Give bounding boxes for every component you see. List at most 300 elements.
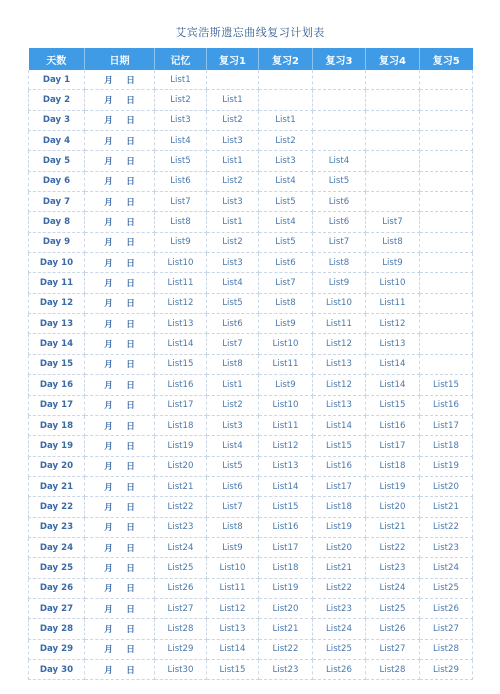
review-2-cell: List5 xyxy=(259,192,313,212)
memorize-cell: List14 xyxy=(155,334,207,354)
table-row xyxy=(29,436,473,456)
review-5-cell: List22 xyxy=(420,517,473,537)
date-cell xyxy=(85,375,155,395)
day-label: 日 xyxy=(126,624,135,635)
date-cell xyxy=(85,517,155,537)
month-label: 月 xyxy=(104,96,113,107)
review-4-cell: List17 xyxy=(366,436,420,456)
day-cell: Day 1 xyxy=(29,70,85,90)
date-cell xyxy=(85,395,155,415)
memorize-cell: List15 xyxy=(155,354,207,374)
table-row xyxy=(29,415,473,435)
month-label: 月 xyxy=(104,157,113,168)
day-label: 日 xyxy=(126,441,135,452)
month-label: 月 xyxy=(104,258,113,269)
date-cell xyxy=(85,232,155,252)
review-2-cell: List16 xyxy=(259,517,313,537)
memorize-cell: List12 xyxy=(155,293,207,313)
review-2-cell: List7 xyxy=(259,273,313,293)
day-label: 日 xyxy=(126,238,135,249)
month-label: 月 xyxy=(104,421,113,432)
review-4-cell: List27 xyxy=(366,639,420,659)
day-label: 日 xyxy=(126,360,135,371)
day-cell: Day 10 xyxy=(29,253,85,273)
review-3-cell: List21 xyxy=(313,558,366,578)
review-5-cell xyxy=(420,171,473,191)
review-1-cell: List11 xyxy=(207,578,259,598)
memorize-cell: List19 xyxy=(155,436,207,456)
day-label: 日 xyxy=(126,299,135,310)
month-label: 月 xyxy=(104,136,113,147)
header-review-5: 复习5 xyxy=(420,48,473,70)
review-5-cell: List16 xyxy=(420,395,473,415)
date-cell xyxy=(85,110,155,130)
review-3-cell: List26 xyxy=(313,659,366,679)
month-label: 月 xyxy=(104,401,113,412)
memorize-cell: List4 xyxy=(155,131,207,151)
review-1-cell: List3 xyxy=(207,192,259,212)
review-5-cell: List15 xyxy=(420,375,473,395)
date-cell xyxy=(85,537,155,557)
day-cell: Day 23 xyxy=(29,517,85,537)
memorize-cell: List6 xyxy=(155,171,207,191)
day-cell: Day 27 xyxy=(29,598,85,618)
review-4-cell: List12 xyxy=(366,314,420,334)
day-cell: Day 14 xyxy=(29,334,85,354)
month-label: 月 xyxy=(104,299,113,310)
review-5-cell xyxy=(420,314,473,334)
memorize-cell: List18 xyxy=(155,415,207,435)
month-label: 月 xyxy=(104,665,113,676)
month-label: 月 xyxy=(104,502,113,513)
review-4-cell: List14 xyxy=(366,354,420,374)
review-5-cell: List25 xyxy=(420,578,473,598)
review-4-cell xyxy=(366,171,420,191)
review-3-cell: List13 xyxy=(313,395,366,415)
review-4-cell: List16 xyxy=(366,415,420,435)
day-label: 日 xyxy=(126,523,135,534)
day-cell: Day 26 xyxy=(29,578,85,598)
month-label: 月 xyxy=(104,604,113,615)
day-label: 日 xyxy=(126,96,135,107)
header-date: 日期 xyxy=(85,48,155,70)
month-label: 月 xyxy=(104,523,113,534)
review-4-cell: List19 xyxy=(366,476,420,496)
memorize-cell: List30 xyxy=(155,659,207,679)
day-cell: Day 12 xyxy=(29,293,85,313)
header-review-3: 复习3 xyxy=(313,48,366,70)
review-4-cell: List22 xyxy=(366,537,420,557)
day-cell: Day 4 xyxy=(29,131,85,151)
day-label: 日 xyxy=(126,157,135,168)
day-cell: Day 5 xyxy=(29,151,85,171)
date-cell xyxy=(85,212,155,232)
review-schedule-table xyxy=(28,48,473,680)
review-1-cell xyxy=(207,70,259,90)
day-label: 日 xyxy=(126,401,135,412)
review-2-cell: List11 xyxy=(259,354,313,374)
review-1-cell: List4 xyxy=(207,436,259,456)
review-1-cell: List8 xyxy=(207,517,259,537)
header-review-2: 复习2 xyxy=(259,48,313,70)
review-4-cell: List24 xyxy=(366,578,420,598)
review-4-cell xyxy=(366,90,420,110)
review-5-cell: List21 xyxy=(420,497,473,517)
month-label: 月 xyxy=(104,380,113,391)
review-4-cell: List21 xyxy=(366,517,420,537)
date-cell xyxy=(85,334,155,354)
day-label: 日 xyxy=(126,543,135,554)
review-2-cell: List9 xyxy=(259,375,313,395)
day-cell: Day 18 xyxy=(29,415,85,435)
day-cell: Day 16 xyxy=(29,375,85,395)
review-3-cell: List24 xyxy=(313,619,366,639)
review-1-cell: List15 xyxy=(207,659,259,679)
review-1-cell: List10 xyxy=(207,558,259,578)
review-5-cell xyxy=(420,232,473,252)
month-label: 月 xyxy=(104,340,113,351)
review-1-cell: List7 xyxy=(207,334,259,354)
day-cell: Day 28 xyxy=(29,619,85,639)
day-cell: Day 2 xyxy=(29,90,85,110)
month-label: 月 xyxy=(104,218,113,229)
table-row xyxy=(29,456,473,476)
review-3-cell: List10 xyxy=(313,293,366,313)
day-label: 日 xyxy=(126,584,135,595)
review-4-cell: List18 xyxy=(366,456,420,476)
day-cell: Day 25 xyxy=(29,558,85,578)
header-review-1: 复习1 xyxy=(207,48,259,70)
day-label: 日 xyxy=(126,136,135,147)
month-label: 月 xyxy=(104,279,113,290)
review-4-cell: List10 xyxy=(366,273,420,293)
memorize-cell: List24 xyxy=(155,537,207,557)
review-5-cell xyxy=(420,151,473,171)
review-4-cell: List26 xyxy=(366,619,420,639)
memorize-cell: List26 xyxy=(155,578,207,598)
month-label: 月 xyxy=(104,441,113,452)
day-cell: Day 22 xyxy=(29,497,85,517)
review-2-cell: List23 xyxy=(259,659,313,679)
memorize-cell: List25 xyxy=(155,558,207,578)
review-3-cell: List16 xyxy=(313,456,366,476)
table-row xyxy=(29,598,473,618)
review-2-cell: List11 xyxy=(259,415,313,435)
memorize-cell: List2 xyxy=(155,90,207,110)
memorize-cell: List16 xyxy=(155,375,207,395)
review-5-cell: List19 xyxy=(420,456,473,476)
month-label: 月 xyxy=(104,482,113,493)
review-3-cell: List19 xyxy=(313,517,366,537)
table-row xyxy=(29,293,473,313)
review-4-cell xyxy=(366,151,420,171)
review-4-cell: List25 xyxy=(366,598,420,618)
date-cell xyxy=(85,314,155,334)
day-cell: Day 8 xyxy=(29,212,85,232)
review-1-cell: List12 xyxy=(207,598,259,618)
review-5-cell xyxy=(420,293,473,313)
review-2-cell: List21 xyxy=(259,619,313,639)
date-cell xyxy=(85,192,155,212)
table-row xyxy=(29,375,473,395)
table-row xyxy=(29,537,473,557)
month-label: 月 xyxy=(104,543,113,554)
review-5-cell xyxy=(420,354,473,374)
review-1-cell: List8 xyxy=(207,354,259,374)
table-row xyxy=(29,354,473,374)
date-cell xyxy=(85,639,155,659)
review-3-cell: List11 xyxy=(313,314,366,334)
table-row xyxy=(29,314,473,334)
review-4-cell xyxy=(366,131,420,151)
review-2-cell: List4 xyxy=(259,212,313,232)
review-4-cell: List11 xyxy=(366,293,420,313)
review-4-cell xyxy=(366,192,420,212)
review-4-cell: List13 xyxy=(366,334,420,354)
day-cell: Day 9 xyxy=(29,232,85,252)
table-row xyxy=(29,659,473,679)
day-cell: Day 11 xyxy=(29,273,85,293)
header-memorize: 记忆 xyxy=(155,48,207,70)
review-2-cell: List10 xyxy=(259,395,313,415)
day-label: 日 xyxy=(126,319,135,330)
review-2-cell: List1 xyxy=(259,110,313,130)
table-row xyxy=(29,70,473,90)
table-body xyxy=(29,70,473,680)
review-5-cell xyxy=(420,253,473,273)
review-1-cell: List5 xyxy=(207,293,259,313)
day-label: 日 xyxy=(126,645,135,656)
review-4-cell: List23 xyxy=(366,558,420,578)
review-5-cell: List27 xyxy=(420,619,473,639)
review-2-cell: List2 xyxy=(259,131,313,151)
review-4-cell: List20 xyxy=(366,497,420,517)
review-5-cell xyxy=(420,212,473,232)
review-3-cell: List7 xyxy=(313,232,366,252)
date-cell xyxy=(85,598,155,618)
date-cell xyxy=(85,273,155,293)
review-4-cell: List15 xyxy=(366,395,420,415)
review-1-cell: List13 xyxy=(207,619,259,639)
table-row xyxy=(29,639,473,659)
table-row xyxy=(29,232,473,252)
day-label: 日 xyxy=(126,482,135,493)
month-label: 月 xyxy=(104,75,113,86)
day-cell: Day 20 xyxy=(29,456,85,476)
header-day: 天数 xyxy=(29,48,85,70)
day-label: 日 xyxy=(126,563,135,574)
review-1-cell: List2 xyxy=(207,232,259,252)
date-cell xyxy=(85,90,155,110)
day-label: 日 xyxy=(126,421,135,432)
review-4-cell: List8 xyxy=(366,232,420,252)
review-1-cell: List14 xyxy=(207,639,259,659)
review-2-cell: List18 xyxy=(259,558,313,578)
date-cell xyxy=(85,293,155,313)
month-label: 月 xyxy=(104,584,113,595)
table-row xyxy=(29,619,473,639)
review-3-cell: List15 xyxy=(313,436,366,456)
review-1-cell: List1 xyxy=(207,90,259,110)
day-cell: Day 3 xyxy=(29,110,85,130)
header-review-4: 复习4 xyxy=(366,48,420,70)
memorize-cell: List23 xyxy=(155,517,207,537)
review-2-cell: List20 xyxy=(259,598,313,618)
table-row xyxy=(29,110,473,130)
review-5-cell: List23 xyxy=(420,537,473,557)
table-row xyxy=(29,131,473,151)
day-cell: Day 6 xyxy=(29,171,85,191)
date-cell xyxy=(85,619,155,639)
month-label: 月 xyxy=(104,177,113,188)
table-row xyxy=(29,497,473,517)
review-2-cell: List5 xyxy=(259,232,313,252)
date-cell xyxy=(85,131,155,151)
review-1-cell: List5 xyxy=(207,456,259,476)
memorize-cell: List3 xyxy=(155,110,207,130)
review-3-cell: List8 xyxy=(313,253,366,273)
day-cell: Day 13 xyxy=(29,314,85,334)
review-3-cell xyxy=(313,70,366,90)
memorize-cell: List20 xyxy=(155,456,207,476)
day-cell: Day 29 xyxy=(29,639,85,659)
review-5-cell xyxy=(420,192,473,212)
table-row xyxy=(29,151,473,171)
month-label: 月 xyxy=(104,197,113,208)
day-cell: Day 21 xyxy=(29,476,85,496)
review-5-cell xyxy=(420,90,473,110)
review-2-cell: List9 xyxy=(259,314,313,334)
review-2-cell: List13 xyxy=(259,456,313,476)
memorize-cell: List17 xyxy=(155,395,207,415)
review-1-cell: List3 xyxy=(207,415,259,435)
table-row xyxy=(29,212,473,232)
review-2-cell xyxy=(259,70,313,90)
review-1-cell: List3 xyxy=(207,131,259,151)
review-3-cell: List25 xyxy=(313,639,366,659)
day-label: 日 xyxy=(126,380,135,391)
memorize-cell: List28 xyxy=(155,619,207,639)
date-cell xyxy=(85,253,155,273)
table-row xyxy=(29,334,473,354)
date-cell xyxy=(85,476,155,496)
table-row xyxy=(29,273,473,293)
memorize-cell: List11 xyxy=(155,273,207,293)
review-1-cell: List4 xyxy=(207,273,259,293)
review-5-cell: List20 xyxy=(420,476,473,496)
date-cell xyxy=(85,171,155,191)
review-1-cell: List9 xyxy=(207,537,259,557)
day-label: 日 xyxy=(126,177,135,188)
memorize-cell: List21 xyxy=(155,476,207,496)
memorize-cell: List7 xyxy=(155,192,207,212)
review-3-cell: List14 xyxy=(313,415,366,435)
day-label: 日 xyxy=(126,116,135,127)
review-3-cell: List5 xyxy=(313,171,366,191)
day-label: 日 xyxy=(126,462,135,473)
page-title: 艾宾浩斯遗忘曲线复习计划表 xyxy=(175,26,325,39)
month-label: 月 xyxy=(104,319,113,330)
review-4-cell: List9 xyxy=(366,253,420,273)
review-4-cell xyxy=(366,70,420,90)
month-label: 月 xyxy=(104,238,113,249)
review-1-cell: List6 xyxy=(207,476,259,496)
review-4-cell: List28 xyxy=(366,659,420,679)
date-cell xyxy=(85,659,155,679)
review-4-cell: List14 xyxy=(366,375,420,395)
review-3-cell: List6 xyxy=(313,212,366,232)
date-cell xyxy=(85,436,155,456)
day-label: 日 xyxy=(126,604,135,615)
date-cell xyxy=(85,151,155,171)
review-1-cell: List2 xyxy=(207,171,259,191)
review-1-cell: List2 xyxy=(207,110,259,130)
review-2-cell: List3 xyxy=(259,151,313,171)
review-3-cell: List22 xyxy=(313,578,366,598)
review-1-cell: List6 xyxy=(207,314,259,334)
day-label: 日 xyxy=(126,258,135,269)
review-3-cell: List17 xyxy=(313,476,366,496)
review-2-cell: List8 xyxy=(259,293,313,313)
review-3-cell: List13 xyxy=(313,354,366,374)
review-5-cell: List29 xyxy=(420,659,473,679)
day-label: 日 xyxy=(126,279,135,290)
review-2-cell: List12 xyxy=(259,436,313,456)
date-cell xyxy=(85,456,155,476)
table-row xyxy=(29,192,473,212)
day-label: 日 xyxy=(126,218,135,229)
review-2-cell: List6 xyxy=(259,253,313,273)
review-2-cell: List15 xyxy=(259,497,313,517)
day-cell: Day 15 xyxy=(29,354,85,374)
review-5-cell: List28 xyxy=(420,639,473,659)
review-3-cell: List12 xyxy=(313,334,366,354)
review-3-cell xyxy=(313,131,366,151)
review-2-cell: List22 xyxy=(259,639,313,659)
month-label: 月 xyxy=(104,624,113,635)
table-row xyxy=(29,395,473,415)
table-row xyxy=(29,476,473,496)
memorize-cell: List10 xyxy=(155,253,207,273)
date-cell xyxy=(85,415,155,435)
review-5-cell: List24 xyxy=(420,558,473,578)
review-4-cell: List7 xyxy=(366,212,420,232)
review-3-cell xyxy=(313,90,366,110)
date-cell xyxy=(85,578,155,598)
memorize-cell: List9 xyxy=(155,232,207,252)
review-3-cell: List6 xyxy=(313,192,366,212)
review-2-cell: List17 xyxy=(259,537,313,557)
day-cell: Day 17 xyxy=(29,395,85,415)
table-row xyxy=(29,517,473,537)
review-5-cell xyxy=(420,273,473,293)
day-label: 日 xyxy=(126,502,135,513)
review-1-cell: List1 xyxy=(207,212,259,232)
review-1-cell: List2 xyxy=(207,395,259,415)
table-row xyxy=(29,90,473,110)
table-row xyxy=(29,253,473,273)
day-cell: Day 19 xyxy=(29,436,85,456)
month-label: 月 xyxy=(104,360,113,371)
review-3-cell xyxy=(313,110,366,130)
review-2-cell xyxy=(259,90,313,110)
month-label: 月 xyxy=(104,116,113,127)
date-cell xyxy=(85,497,155,517)
review-3-cell: List4 xyxy=(313,151,366,171)
day-label: 日 xyxy=(126,665,135,676)
date-cell xyxy=(85,558,155,578)
review-3-cell: List23 xyxy=(313,598,366,618)
